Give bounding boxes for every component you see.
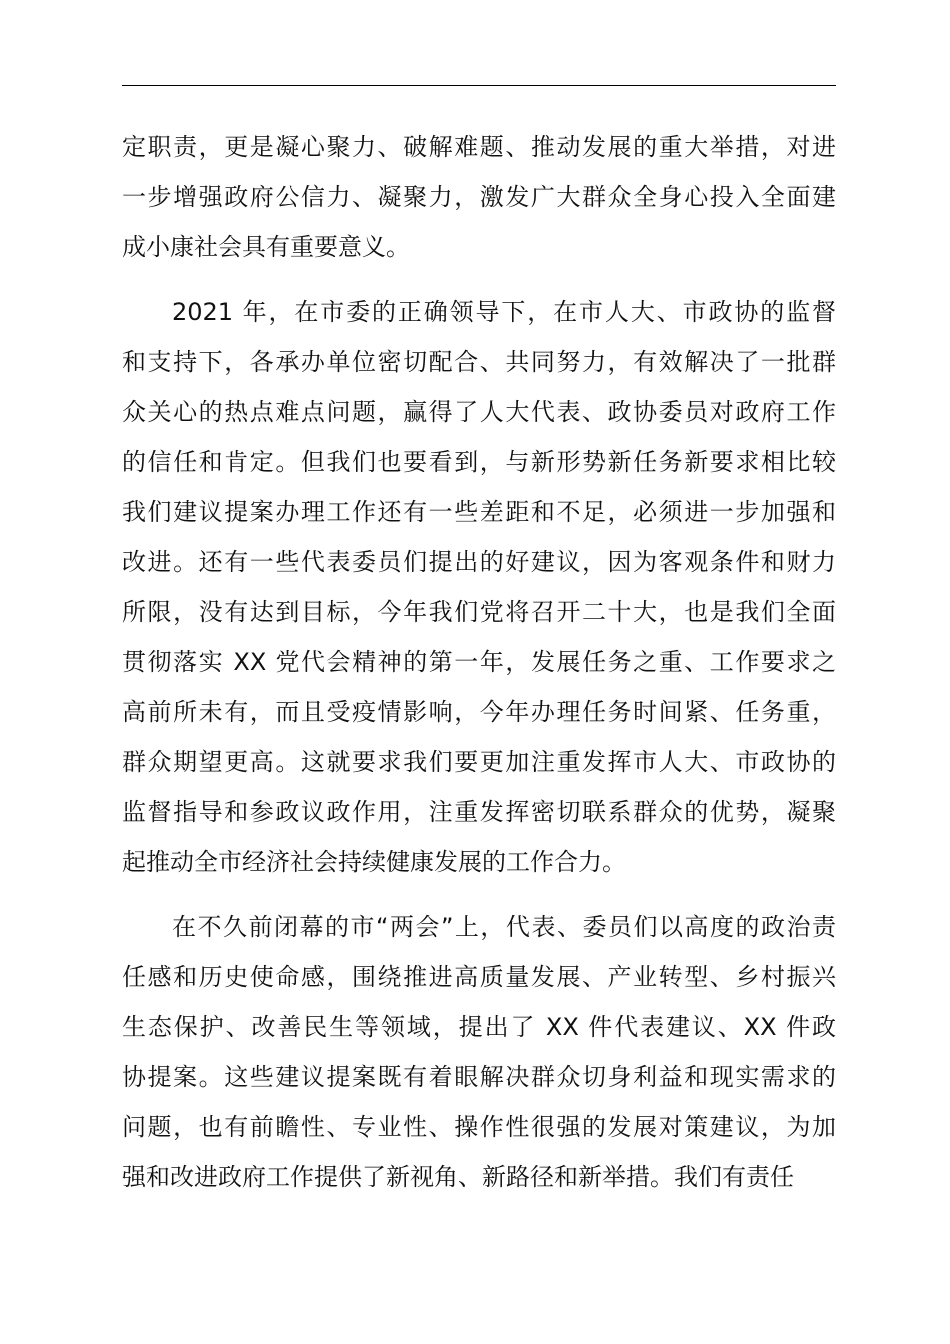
text-line: 高前所未有，而且受疫情影响，今年办理任务时间紧、任务重， xyxy=(122,698,836,726)
paragraph-1 xyxy=(122,122,836,272)
text-line: 我们建议提案办理工作还有一些差距和不足，必须进一步加强和 xyxy=(122,498,836,526)
header-rule xyxy=(122,85,836,86)
text-line: 生态保护、改善民生等领域，提出了 XX 件代表建议、XX 件政 xyxy=(122,1013,836,1041)
text-line: 一步增强政府公信力、凝聚力，激发广大群众全身心投入全面建 xyxy=(122,183,836,211)
text-line: 所限，没有达到目标，今年我们党将召开二十大，也是我们全面 xyxy=(122,598,836,626)
text-line: 强和改进政府工作提供了新视角、新路径和新举措。我们有责任 xyxy=(122,1163,794,1191)
text-line: 定职责，更是凝心聚力、破解难题、推动发展的重大举措，对进 xyxy=(122,133,836,161)
text-line: 监督指导和参政议政作用，注重发挥密切联系群众的优势，凝聚 xyxy=(122,798,836,826)
text-line: 问题，也有前瞻性、专业性、操作性很强的发展对策建议，为加 xyxy=(122,1113,836,1141)
text-line: 群众期望更高。这就要求我们要更加注重发挥市人大、市政协的 xyxy=(122,748,836,776)
text-line: 任感和历史使命感，围绕推进高质量发展、产业转型、乡村振兴 xyxy=(122,963,836,991)
text-line: 贯彻落实 XX 党代会精神的第一年，发展任务之重、工作要求之 xyxy=(122,648,836,676)
text-line: 和支持下，各承办单位密切配合、共同努力，有效解决了一批群 xyxy=(122,348,836,376)
text-line: 在不久前闭幕的市“两会”上，代表、委员们以高度的政治责 xyxy=(172,913,836,941)
text-line: 协提案。这些建议提案既有着眼解决群众切身利益和现实需求的 xyxy=(122,1063,836,1091)
paragraph-2 xyxy=(122,287,836,887)
body-text xyxy=(122,122,836,1202)
text-line: 改进。还有一些代表委员们提出的好建议，因为客观条件和财力 xyxy=(122,548,836,576)
text-line: 众关心的热点难点问题，赢得了人大代表、政协委员对政府工作 xyxy=(122,398,836,426)
paragraph-3 xyxy=(122,902,836,1202)
text-line: 起推动全市经济社会持续健康发展的工作合力。 xyxy=(122,848,626,876)
text-line: 成小康社会具有重要意义。 xyxy=(122,233,410,261)
text-line: 的信任和肯定。但我们也要看到，与新形势新任务新要求相比较 xyxy=(122,448,836,476)
text-line: 2021 年，在市委的正确领导下，在市人大、市政协的监督 xyxy=(172,298,836,326)
